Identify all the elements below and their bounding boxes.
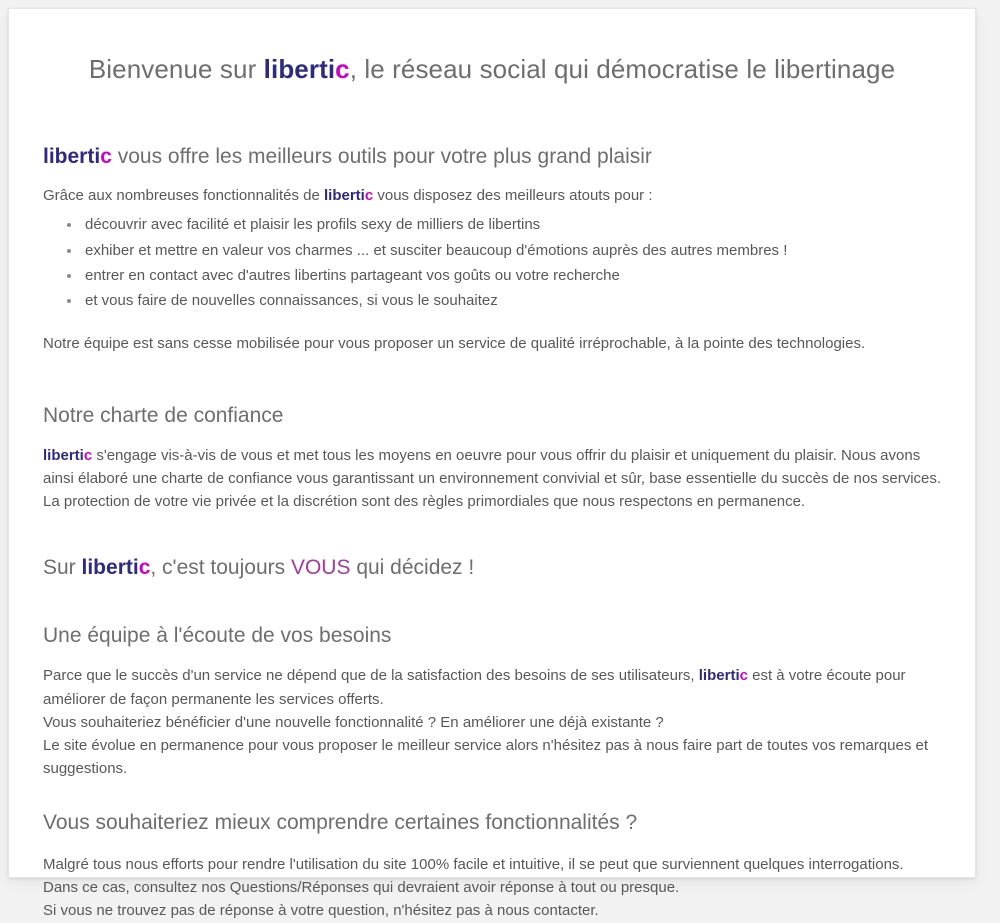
brand-accent-letter: c — [739, 667, 748, 685]
brand-accent-letter: c — [83, 446, 93, 464]
content-card — [8, 8, 976, 920]
equipe-line-2: Vous souhaiteriez bénéficier d'une nouvelle fonctionnalité ? En améliorer une déjà existante ? — [43, 713, 664, 731]
welcome-suffix: , le réseau social qui démocratise le libertinage — [349, 54, 896, 84]
vous-heading-prefix: Sur — [43, 555, 82, 579]
tools-intro-prefix: Grâce aux nombreuses fonctionnalités de — [43, 187, 324, 205]
charte-paragraph — [43, 444, 947, 491]
faq-line-1: Malgré tous nous efforts pour rendre l'utilisation du site 100% facile et intuitive, il se peut que surviennent quelques interrogations. — [43, 855, 904, 873]
brand-accent-letter: c — [364, 187, 374, 205]
brand-accent-letter: c — [335, 54, 350, 84]
brand-stem: liberti — [698, 667, 740, 685]
equipe-line-3: Le site évolue en permanence pour vous proposer le meilleur service alors n'hésitez pas à nous faire part de toutes vos remarques et suggestions. — [43, 737, 929, 778]
charte-privacy-paragraph: La protection de votre vie privée et la discrétion sont des règles primordiales que nous respectons en permanence. — [43, 493, 806, 511]
brand-stem: liberti — [324, 187, 365, 205]
tools-heading — [43, 143, 947, 170]
brand-stem: liberti — [43, 144, 101, 168]
brand-logotype — [43, 447, 92, 464]
tools-intro-paragraph — [43, 184, 947, 207]
welcome-prefix: Bienvenue sur — [88, 54, 264, 84]
brand-stem: liberti — [81, 555, 139, 579]
equipe-paragraph — [43, 664, 947, 711]
brand-logotype — [324, 187, 373, 204]
brand-stem: liberti — [263, 54, 336, 84]
list-item: découvrir avec facilité et plaisir les profils sexy de milliers de libertins — [65, 213, 947, 238]
tools-heading-text: vous offre les meilleurs outils pour votre plus grand plaisir — [111, 144, 652, 168]
brand-logotype — [699, 667, 748, 684]
vous-emphasis: VOUS — [290, 555, 351, 579]
tools-intro-suffix: vous disposez des meilleurs atouts pour : — [373, 187, 653, 205]
charte-heading: Notre charte de confiance — [43, 403, 284, 427]
list-item: exhiber et mettre en valeur vos charmes ... et susciter beaucoup d'émotions auprès des autres membres ! — [65, 239, 947, 264]
faq-line-2: Dans ce cas, consultez nos Questions/Réponses qui devraient avoir réponse à tout ou presque. — [43, 879, 680, 897]
list-item: et vous faire de nouvelles connaissances, si vous le souhaitez — [65, 289, 947, 314]
charte-paragraph-text: s'engage vis-à-vis de vous et met tous les moyens en oeuvre pour vous offrir du plaisir et uniquement du plaisir. Nous avons ainsi élaboré une charte de confiance vous garantissant un environnement convivial et sûr, base essentielle du succès de nos services. — [43, 446, 942, 488]
brand-stem: liberti — [43, 446, 84, 464]
equipe-paragraph-suffix: est à votre écoute pour améliorer de façon permanente les services offerts. — [43, 667, 906, 708]
brand-logotype — [43, 145, 112, 168]
brand-accent-letter: c — [138, 555, 151, 579]
list-item: entrer en contact avec d'autres libertins partageant vos goûts ou votre recherche — [65, 264, 947, 289]
faq-heading: Vous souhaiteriez mieux comprendre certaines fonctionnalités ? — [43, 810, 638, 834]
faq-line-3: Si vous ne trouvez pas de réponse à votre question, n'hésitez pas à nous contacter. — [43, 902, 599, 920]
page-title — [37, 53, 947, 87]
page-content — [9, 9, 975, 923]
vous-heading-middle: , c'est toujours — [150, 555, 291, 579]
equipe-paragraph-prefix: Parce que le succès d'un service ne dépend que de la satisfaction des besoins de ses utilisateurs, — [43, 667, 699, 685]
tools-closing-paragraph: Notre équipe est sans cesse mobilisée pour vous proposer un service de qualité irréprochable, à la pointe des technologies. — [43, 335, 866, 353]
brand-accent-letter: c — [100, 144, 112, 168]
feature-list — [37, 213, 947, 314]
brand-logotype — [82, 556, 151, 579]
brand-logotype — [264, 54, 350, 84]
vous-heading — [43, 554, 947, 582]
vous-heading-tail: qui décidez ! — [350, 555, 475, 579]
equipe-heading: Une équipe à l'écoute de vos besoins — [43, 624, 392, 648]
